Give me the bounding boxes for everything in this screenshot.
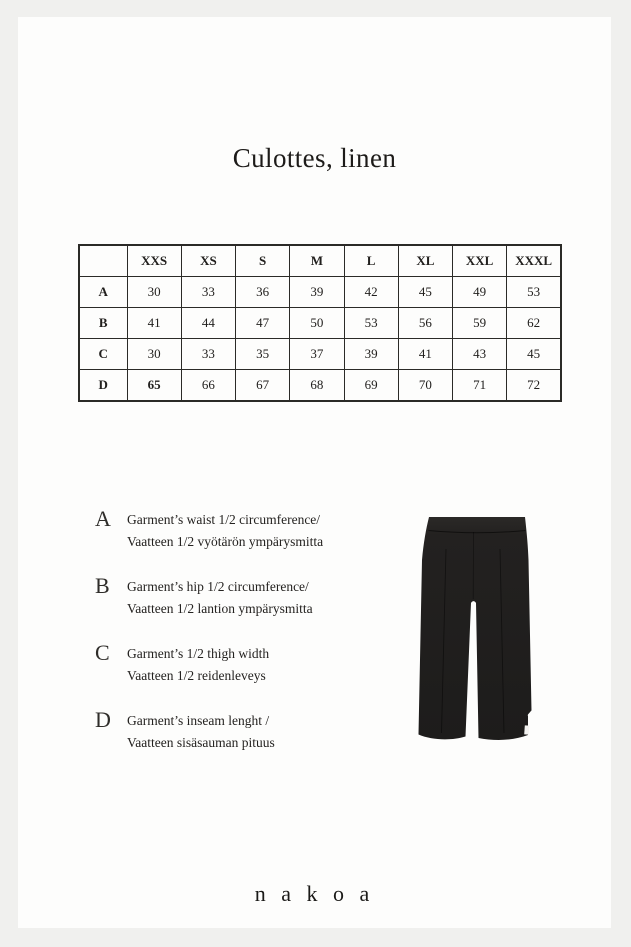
header-cell-l: L bbox=[344, 245, 398, 277]
size-cell: 47 bbox=[236, 308, 290, 339]
header-cell-xxs: XXS bbox=[127, 245, 181, 277]
header-cell-xs: XS bbox=[181, 245, 235, 277]
table-row-c bbox=[79, 339, 561, 370]
size-cell: 53 bbox=[344, 308, 398, 339]
legend-text-a bbox=[127, 509, 323, 553]
size-cell: 50 bbox=[290, 308, 344, 339]
size-cell: 30 bbox=[127, 339, 181, 370]
size-cell: 62 bbox=[507, 308, 561, 339]
size-cell: 44 bbox=[181, 308, 235, 339]
legend-text-fi: Vaatteen 1/2 reidenleveys bbox=[127, 668, 266, 683]
size-cell: 49 bbox=[453, 277, 507, 308]
size-cell: 56 bbox=[398, 308, 452, 339]
legend-item-a bbox=[95, 506, 395, 553]
legend-text-c bbox=[127, 643, 269, 687]
legend-item-c bbox=[95, 640, 395, 687]
table-row-d bbox=[79, 370, 561, 402]
legend-text-d bbox=[127, 710, 275, 754]
size-cell: 53 bbox=[507, 277, 561, 308]
size-cell: 30 bbox=[127, 277, 181, 308]
size-cell: 43 bbox=[453, 339, 507, 370]
size-cell: 33 bbox=[181, 339, 235, 370]
table-row-a bbox=[79, 277, 561, 308]
legend-text-en: Garment’s 1/2 thigh width bbox=[127, 646, 270, 661]
legend-item-b bbox=[95, 573, 395, 620]
size-cell: 59 bbox=[453, 308, 507, 339]
size-cell: 36 bbox=[236, 277, 290, 308]
header-cell-xxxl: XXXL bbox=[507, 245, 561, 277]
row-label-c: C bbox=[79, 339, 127, 370]
legend-letter-c: C bbox=[95, 640, 110, 665]
measurement-legend bbox=[95, 506, 395, 777]
size-cell: 67 bbox=[236, 370, 290, 402]
culottes-silhouette bbox=[419, 517, 532, 740]
table-row-b bbox=[79, 308, 561, 339]
page-card bbox=[18, 17, 611, 928]
table-header-row bbox=[79, 245, 561, 277]
size-cell-emphasized: 65 bbox=[127, 370, 181, 402]
size-cell: 71 bbox=[453, 370, 507, 402]
brand-logo: n a k o a bbox=[254, 881, 375, 906]
size-cell: 41 bbox=[398, 339, 452, 370]
hem-tag bbox=[524, 725, 529, 734]
row-label-d: D bbox=[79, 370, 127, 402]
legend-text-fi: Vaatteen 1/2 lantion ympärysmitta bbox=[127, 601, 313, 616]
legend-letter-b: B bbox=[95, 573, 110, 598]
legend-letter-a: A bbox=[95, 506, 111, 531]
legend-text-en: Garment’s waist 1/2 circumference/ bbox=[127, 512, 321, 527]
legend-text-en: Garment’s inseam lenght / bbox=[127, 713, 270, 728]
header-cell-m: M bbox=[290, 245, 344, 277]
legend-text-fi: Vaatteen sisäsauman pituus bbox=[127, 735, 275, 750]
page-title: Culottes, linen bbox=[232, 143, 397, 173]
header-cell-empty bbox=[79, 245, 127, 277]
header-cell-xl: XL bbox=[398, 245, 452, 277]
culottes-image bbox=[416, 515, 532, 745]
size-cell: 39 bbox=[290, 277, 344, 308]
row-label-a: A bbox=[79, 277, 127, 308]
size-cell: 41 bbox=[127, 308, 181, 339]
size-cell: 66 bbox=[181, 370, 235, 402]
size-cell: 35 bbox=[236, 339, 290, 370]
header-cell-s: S bbox=[236, 245, 290, 277]
legend-letter-d: D bbox=[95, 707, 111, 732]
size-table bbox=[78, 244, 562, 402]
size-cell: 33 bbox=[181, 277, 235, 308]
size-cell: 68 bbox=[290, 370, 344, 402]
size-cell: 72 bbox=[507, 370, 561, 402]
size-cell: 45 bbox=[507, 339, 561, 370]
size-cell: 39 bbox=[344, 339, 398, 370]
legend-text-b bbox=[127, 576, 313, 620]
header-cell-xxl: XXL bbox=[453, 245, 507, 277]
legend-item-d bbox=[95, 707, 395, 754]
legend-text-en: Garment’s hip 1/2 circumference/ bbox=[127, 579, 309, 594]
size-cell: 45 bbox=[398, 277, 452, 308]
size-cell: 37 bbox=[290, 339, 344, 370]
size-cell: 70 bbox=[398, 370, 452, 402]
legend-text-fi: Vaatteen 1/2 vyötärön ympärysmitta bbox=[127, 534, 324, 549]
size-cell: 69 bbox=[344, 370, 398, 402]
row-label-b: B bbox=[79, 308, 127, 339]
size-cell: 42 bbox=[344, 277, 398, 308]
